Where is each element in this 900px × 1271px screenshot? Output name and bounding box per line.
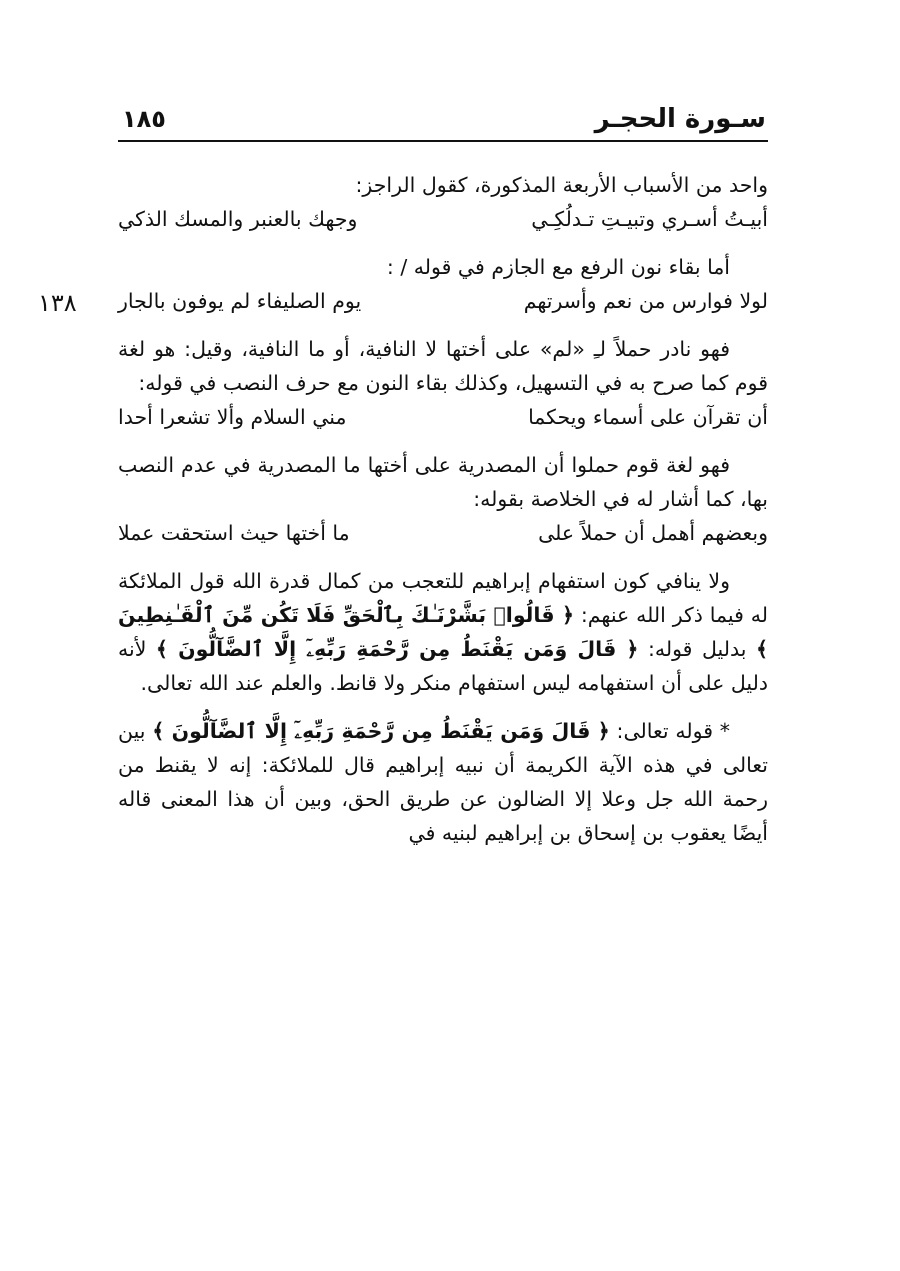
paragraph-5-text-a: ولا ينافي كون استفهام إبراهيم للتعجب من كمال قدرة الله قول الملائكة له فيما ذكر الله عنهم: (118, 569, 768, 627)
poetry-verse-3 (118, 400, 768, 434)
verse-4-first-hemistich: وبعضهم أهمل أن حملاً على (538, 521, 768, 545)
poetry-verse-4 (118, 516, 768, 550)
paragraph-6-text-b: بين تعالى في هذه الآية الكريمة أن نبيه إبراهيم قال للملائكة: إنه لا يقنط من رحمة الله جل وعلا إلا الضالون عن طريق الحق، وبين أن هذا المعنى قاله أيضًا يعقوب بن إسحاق بن إبراهيم لبنيه في (118, 719, 768, 845)
paragraph-1: واحد من الأسباب الأربعة المذكورة، كقول الراجز: (355, 173, 768, 197)
verse-4-second-hemistich: ما أختها حيث استحقت عملا (118, 521, 350, 545)
verse-1-second-hemistich: وجهك بالعنبر والمسك الذكي (118, 207, 358, 231)
poetry-verse-1 (118, 202, 768, 236)
paragraph-6-text-a: * قوله تعالى: (609, 719, 730, 743)
paragraph-5-text-b: بدليل قوله: (638, 637, 756, 661)
page-number: ١٨٥ (122, 105, 166, 133)
verse-2-second-hemistich: يوم الصليفاء لم يوفون بالجار (118, 289, 362, 313)
verse-3-first-hemistich: أن تقرآن على أسماء ويحكما (528, 405, 768, 429)
poetry-verse-2 (118, 284, 768, 318)
quran-quote-3: ﴿ قَالَ وَمَن يَقْنَطُ مِن رَّحْمَةِ رَبِّهِۦٓ إِلَّا ٱلضَّآلُّونَ ﴾ (152, 719, 610, 743)
verse-3-second-hemistich: مني السلام وألا تشعرا أحدا (118, 405, 347, 429)
paragraph-5 (118, 564, 768, 700)
paragraph-4: فهو لغة قوم حملوا أن المصدرية على أختها ما المصدرية في عدم النصب بها، كما أشار له في الخلاصة بقوله: (118, 453, 768, 511)
page-body (118, 168, 768, 850)
verse-2-first-hemistich: لولا فوارس من نعم وأسرتهم (523, 289, 768, 313)
paragraph-6 (118, 714, 768, 850)
verse-1-first-hemistich: أبيـتُ أسـري وتبيـتِ تـدلُكِـي (531, 207, 768, 231)
running-header (118, 100, 768, 142)
paragraph-2: أما بقاء نون الرفع مع الجازم في قوله / : (386, 255, 730, 279)
quran-quote-2: ﴿ قَالَ وَمَن يَقْنَطُ مِن رَّحْمَةِ رَبِّهِۦٓ إِلَّا ٱلضَّآلُّونَ ﴾ (155, 637, 639, 661)
surah-name: سـورة الحجـر (594, 104, 766, 134)
paragraph-3: فهو نادر حملاً لـِ «لم» على أختها لا النافية، أو ما النافية، وقيل: هو لغة قوم كما صرح به في التسهيل، وكذلك بقاء النون مع حرف النصب في قوله: (118, 337, 768, 395)
quran-quote-1: ﴿ قَالُوا۟ بَشَّرْنَـٰكَ بِٱلْحَقِّ فَلَا تَكُن مِّنَ ٱلْقَـٰنِطِينَ ﴾ (118, 603, 768, 661)
page-header-area (118, 100, 768, 142)
margin-page-reference: ١٣٨ (38, 289, 77, 317)
paragraph-5-text-c: لأنه دليل على أن استفهامه ليس استفهام منكر ولا قانط. والعلم عند الله تعالى. (118, 637, 768, 695)
